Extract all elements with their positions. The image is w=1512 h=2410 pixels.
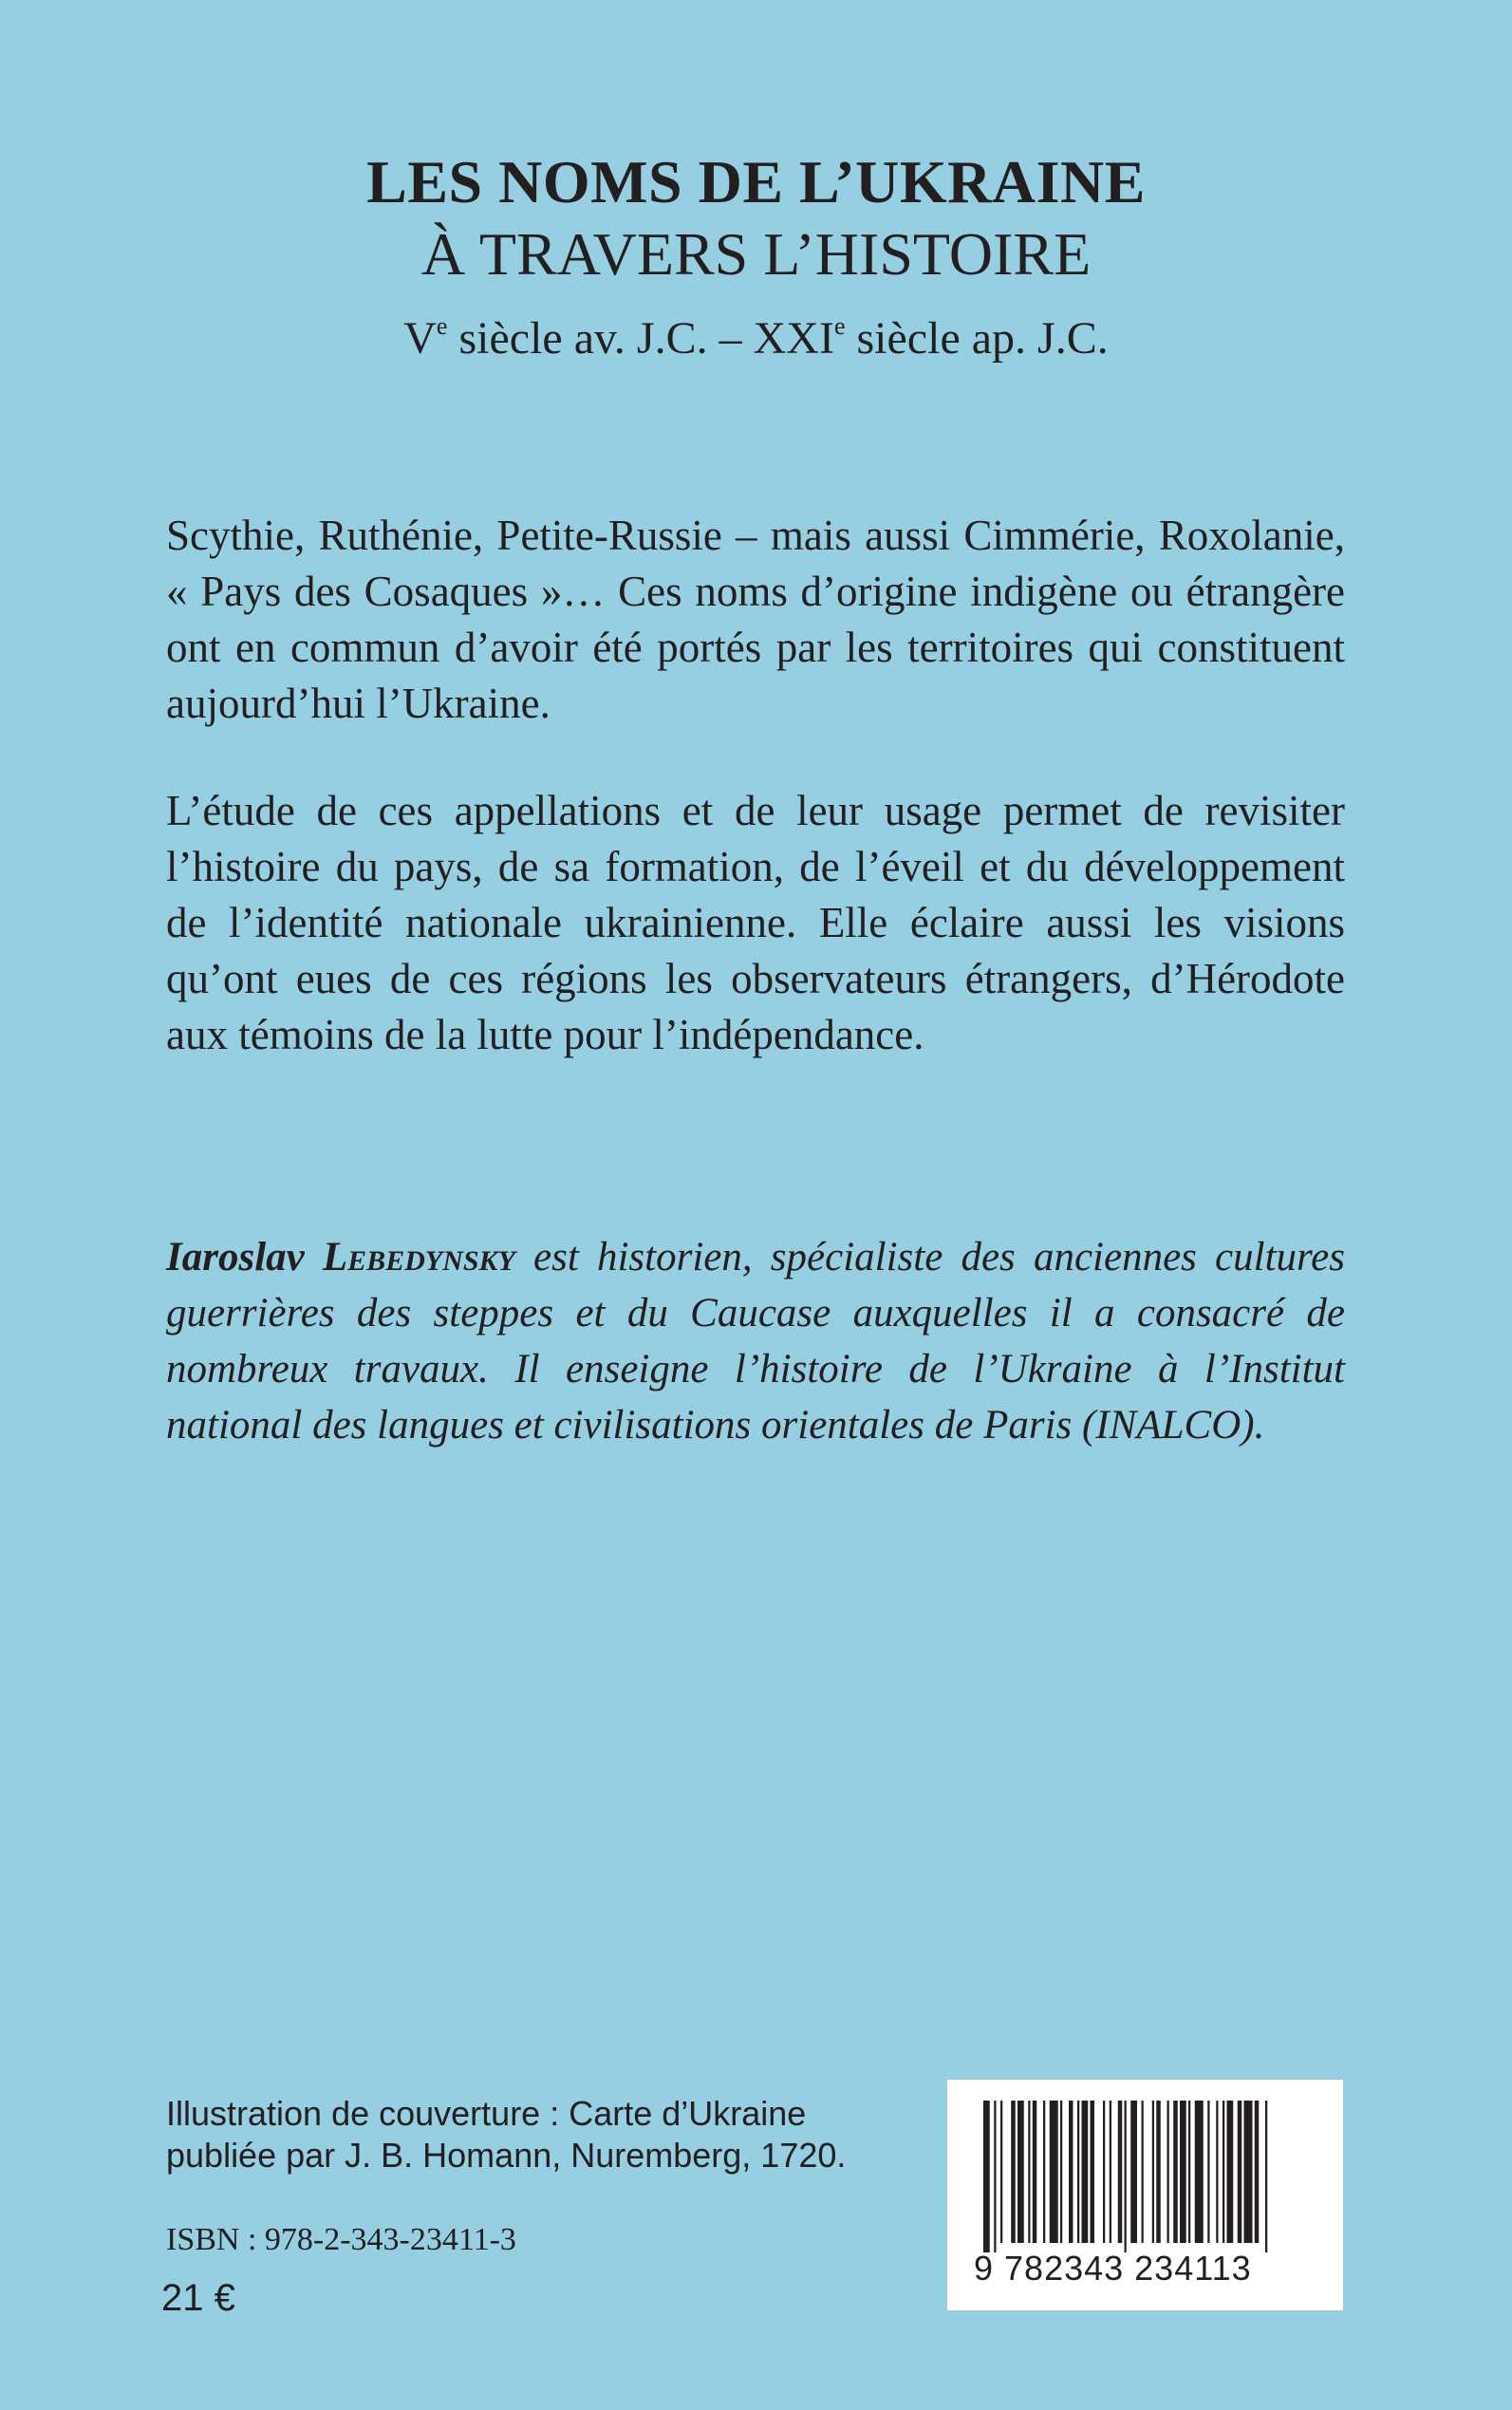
cover-illustration-credit [166,2093,925,2176]
barcode-bar [1173,2101,1178,2243]
subtitle-part3: siècle ap. J.C. [845,313,1109,364]
book-title-line2: À TRAVERS L’HISTOIRE [420,220,1092,288]
book-title: LES NOMS DE L’UKRAINE [366,148,1146,215]
barcode-bar [994,2101,996,2252]
barcode-bar [1180,2101,1186,2243]
barcode-bar [1152,2101,1154,2243]
barcode-bar [1265,2101,1267,2252]
barcode-bar [1000,2101,1002,2243]
barcode-bar [1227,2101,1234,2243]
barcode-digits: 9 782343 234113 [974,2249,1252,2288]
barcode-bar [1082,2101,1089,2243]
author-first-name: Iaroslav [166,1235,305,1280]
credit-line-2: publiée par J. B. Homann, Nuremberg, 1720. [166,2136,847,2175]
barcode-bar [1050,2101,1058,2243]
barcode-bar [1130,2101,1137,2243]
isbn: ISBN : 978-2-343-23411-3 [166,2222,516,2257]
barcode-bar [1216,2101,1218,2243]
barcode-bar [1207,2101,1209,2243]
barcode [947,2080,1343,2310]
barcode-bar [1091,2101,1095,2243]
credit-line-1: Illustration de couverture : Carte d’Ukraine [166,2094,807,2133]
barcode-bar [1167,2101,1169,2243]
barcode-bar [1017,2101,1024,2243]
barcode-bar [1142,2101,1144,2243]
barcode-bar [1077,2101,1079,2243]
barcode-bar [1103,2101,1105,2243]
title-block [0,147,1512,367]
subtitle-part2: siècle av. J.C. – XXI [447,313,834,364]
barcode-bar [1028,2101,1030,2243]
barcode-bar [1255,2101,1260,2243]
barcode-bar [1188,2101,1190,2243]
blurb-paragraph-2: L’étude de ces appellations et de leur usage permet de revisiter l’histoire du pays, de sa formation, de l’éveil et du développement de l’identité nationale ukrainienne. Elle éclaire aussi les visions qu’ont eues de ces régions les observateurs étrangers, d’Hérodote aux témoins de la lutte pour l’indépendance. [166,787,1345,1058]
barcode-bar [1195,2101,1204,2243]
subtitle-sup2: e [833,312,846,340]
barcode-bar [1223,2101,1224,2243]
subtitle-sup1: e [436,312,448,340]
book-subtitle [0,310,1512,367]
barcode-bar [1033,2101,1037,2243]
price: 21 € [161,2277,235,2319]
barcode-bar [1244,2101,1253,2243]
barcode-bar [1238,2101,1242,2243]
author-bio-text: est historien, spécialiste des anciennes cultures guerrières des steppes et du Caucase auxquelles il a consacré de nombreux travaux. Il enseigne l’histoire de l’Ukraine à l’Institut national des langues et civilisations orientales de Paris (INALCO). [166,1235,1345,1448]
barcode-bar [1060,2101,1062,2243]
subtitle-part1: V [403,313,437,364]
barcode-bar [1110,2101,1111,2243]
barcode-bar [1125,2101,1127,2252]
barcode-bar [1011,2101,1016,2243]
barcode-bar [1069,2101,1073,2243]
author-last-name: Lebedynsky [322,1235,515,1280]
author-bio [166,1229,1345,1453]
barcode-bar [1043,2101,1045,2243]
barcode-bar [1118,2101,1123,2243]
barcode-bar [983,2101,990,2252]
blurb-paragraph-1: Scythie, Ruthénie, Petite-Russie – mais aussi Cimmérie, Roxolanie, « Pays des Cosaques »… Ces noms d’origine indigène ou étrangère ont en commun d’avoir été portés par les territoires qui constituent aujourd’hui l’Ukraine. [166,512,1345,727]
barcode-bar [1156,2101,1161,2243]
